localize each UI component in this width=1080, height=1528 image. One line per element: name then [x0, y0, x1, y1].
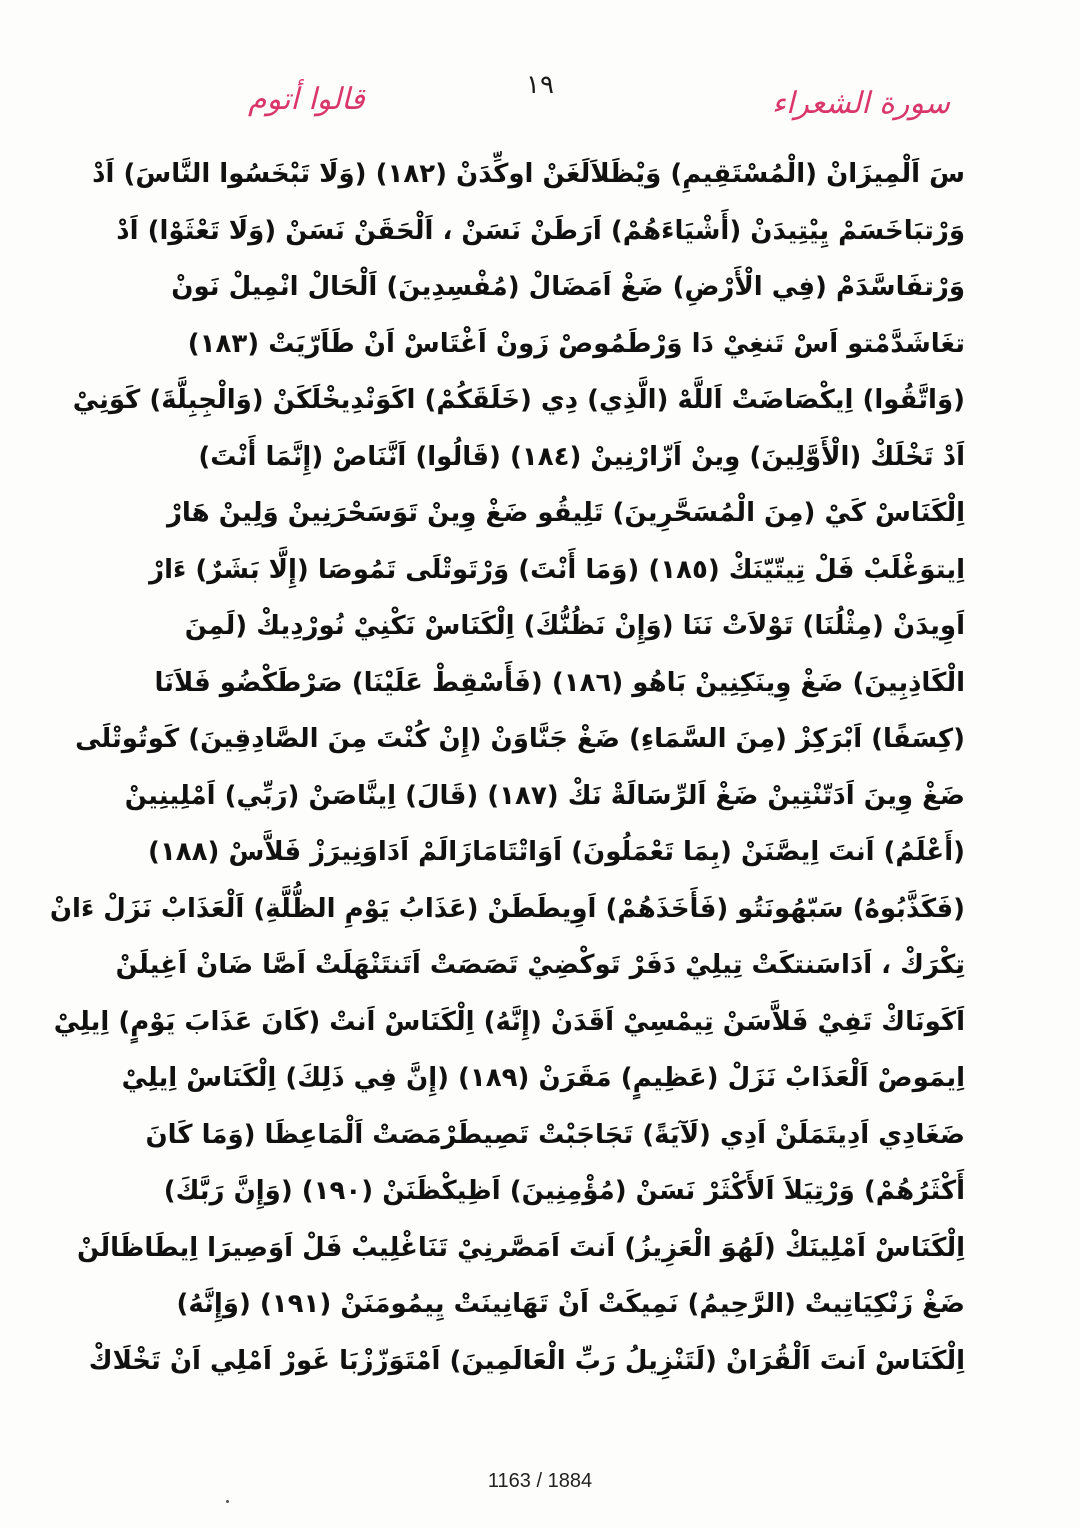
- text-line: ضَغْ وِينَ اَدَتّنْتِينْ ضَغْ اَلرِّسَالَةْ نَكْ (١٨٧) (قَالَ) اِينَّاصَنْ (رَبِّي) اَمْلِينِينْ: [124, 780, 965, 811]
- text-line: وَرْتفَاسَّدَمْ (فِي الْأَرْضِ) ضَغْ اَمَضَالْ (مُفْسِدِينَ) اَلْحَالْ انْمِيلْ نَونْ: [171, 272, 965, 302]
- text-line: اَدْ تَخْلَكْ (الْأَوَّلِينَ) وِينْ اَزّارْنِينْ (١٨٤) (قَالُوا) اَنَّنَاصْ (إِنَّمَا أَنْتَ): [198, 441, 965, 472]
- surah-title: سورة الشعراء: [771, 86, 950, 121]
- viewer-page-indicator: 1163 / 1884: [487, 1470, 593, 1492]
- text-line: اِلْكَنَاسْ اَمْلِينَكْ (لَهُوَ الْعَزِيزُ) اَنتَ اَمَصَّرنِيْ تَنَاغْلِيبْ فَلْ اَوَصِيرَا اِيطَاظَالَنْ: [76, 1232, 965, 1263]
- section-title: قالوا أتوم: [248, 82, 365, 117]
- body-text: [49, 146, 965, 1389]
- text-line: اِلْكَنَاسْ اَنتَ اَلْقُرَانْ (لَتَنْزِيلُ رَبِّ الْعَالَمِينَ) اَمْتَوَزّزْبَا غَورْ اَمْلِي اَنْ تَخْلَاكْ: [88, 1345, 965, 1376]
- text-line: (فَكَذَّبُوهُ) سَبّهُونَتُو (فَأَخَذَهُمْ) اَوِيطَطَنْ (عَذَابُ يَوْمِ الظُّلَّةِ) اَلْعَذَابْ نَزَلْ ءَانْ: [49, 893, 965, 924]
- scan-speck: [226, 1500, 229, 1503]
- text-line: وَرْتبَاخَسَمْ يِيْتِيدَنْ (أَشْيَاءَهُمْ) اَرَطَنْ نَسَنْ ، اَلْحَقَنْ نَسَنْ (وَلَا تَعْثَوْا) اَدْ: [116, 215, 965, 246]
- text-line: أَكْثَرُهُمْ) وَرْتِيَلاَ اَلأَكْثَرْ نَسَنْ (مُؤْمِنِينَ) اَظِيكْظَنَنْ (١٩٠) (وَإِنَّ رَبَّكَ): [163, 1176, 965, 1206]
- text-line: (كِسَفًا) اَبْرَكِزْ (مِنَ السَّمَاءِ) ضَغْ جَنَّاوَنْ (إِنْ كُنْتَ مِنَ الصَّادِقِينَ) كَوتُوتْلَى: [75, 724, 965, 754]
- text-line: (وَاتَّقُوا) اِيكْصَاضَتْ اَللَّهْ (الَّذِي) دِي (خَلَقَكُمْ) اكَوَنْدِيخْلَكَنْ (وَالْجِبِلَّةَ) كَوَنِيْ: [72, 385, 965, 415]
- text-line: تِكْرَكْ ، اَدَاسَنتكَتْ تِيلِيْ دَفَرْ تَوكْضِيْ تَصَصَتْ اَتَنتَنْهَلَتْ اَصَّا ضَانْ اَغِيلَنْ: [115, 950, 965, 980]
- page-number: ١٩: [526, 70, 554, 100]
- text-line: تغَاشَدَّمْتو اَسْ تَنغِيْ دَا وَرْطَمُوصْ زَونْ اَغْتَاسْ اَنْ طَاَرّيَتْ (١٨٣): [187, 328, 965, 359]
- text-line: سَ اَلْمِيزَانْ (الْمُسْتَقِيمِ) وَيْظَلاَلَغَنْ اوكِّدَنْ (١٨٢) (وَلَا تَبْخَسُوا النَّاسَ) اَدْ: [92, 159, 965, 189]
- text-line: اِيتوَغْلَبْ فَلْ تِيتّيّنَكْ (١٨٥) (وَمَا أَنْتَ) وَرْتَوتْلَى تَمُوصَا (إِلَّا بَشَرٌ) ءَارْ: [149, 554, 965, 585]
- text-line: اِيمَوصْ اَلْعَذَابْ نَزَلْ (عَظِيمٍ) مَقَرَنْ (١٨٩) (إِنَّ فِي ذَلِكَ) اِلْكَنَاسْ اِيلِيْ: [121, 1063, 965, 1093]
- text-line: اِلْكَنَاسْ كَيْ (مِنَ الْمُسَحَّرِينَ) تَلِيقُو ضَغْ وِينْ تَوَسَحْرَنِينْ وَلِينْ هَارْ: [166, 498, 965, 528]
- text-line: اَوِيدَنْ (مِثْلُنَا) تَوْلاَتْ نَنَا (وَإِنْ نَظُنُّكَ) اِلْكَنَاسْ نَكْنِيْ نُورْدِيكْ (لَمِنَ: [184, 611, 965, 641]
- text-line: (أَعْلَمُ) اَنتَ اِيصَّنَنْ (بِمَا تَعْمَلُونَ) اَوَاتْتَامَازَالَمْ اَدَاوَنِيرَزْ فَلاَّسْ (١٨٨): [148, 837, 965, 867]
- text-line: ضَغْ زَنْكِيَاتِيتْ (الرَّحِيمُ) نَمِيكَتْ اَنْ تَهَانِينَتْ يِيمُومَنَنْ (١٩١) (وَإِنَّهُ): [176, 1289, 965, 1319]
- text-line: الْكَاذِبِينَ) ضَغْ وِينَكِنِينْ بَاهُو (١٨٦) (فَأَسْقِطْ عَلَيْنَا) صَرْطَكْضُو فَلاَنَا: [154, 667, 965, 698]
- text-line: اَكَونَاكْ تَفِيْ فَلاَّسَنْ تِيمْسِيْ اَقَدَنْ (إِنَّهُ) اِلْكَنَاسْ اَنتْ (كَانَ عَذَابَ يَوْمٍ) اِيلِيْ: [53, 1006, 965, 1037]
- text-line: ضَغَادِي اَدِيتَمَلَنْ اَدِي (لَآيَةً) تَجَاجَبْتْ تَصِيطَرْمَصَتْ اَلْمَاعِظَا (وَمَا كَانَ: [145, 1119, 965, 1150]
